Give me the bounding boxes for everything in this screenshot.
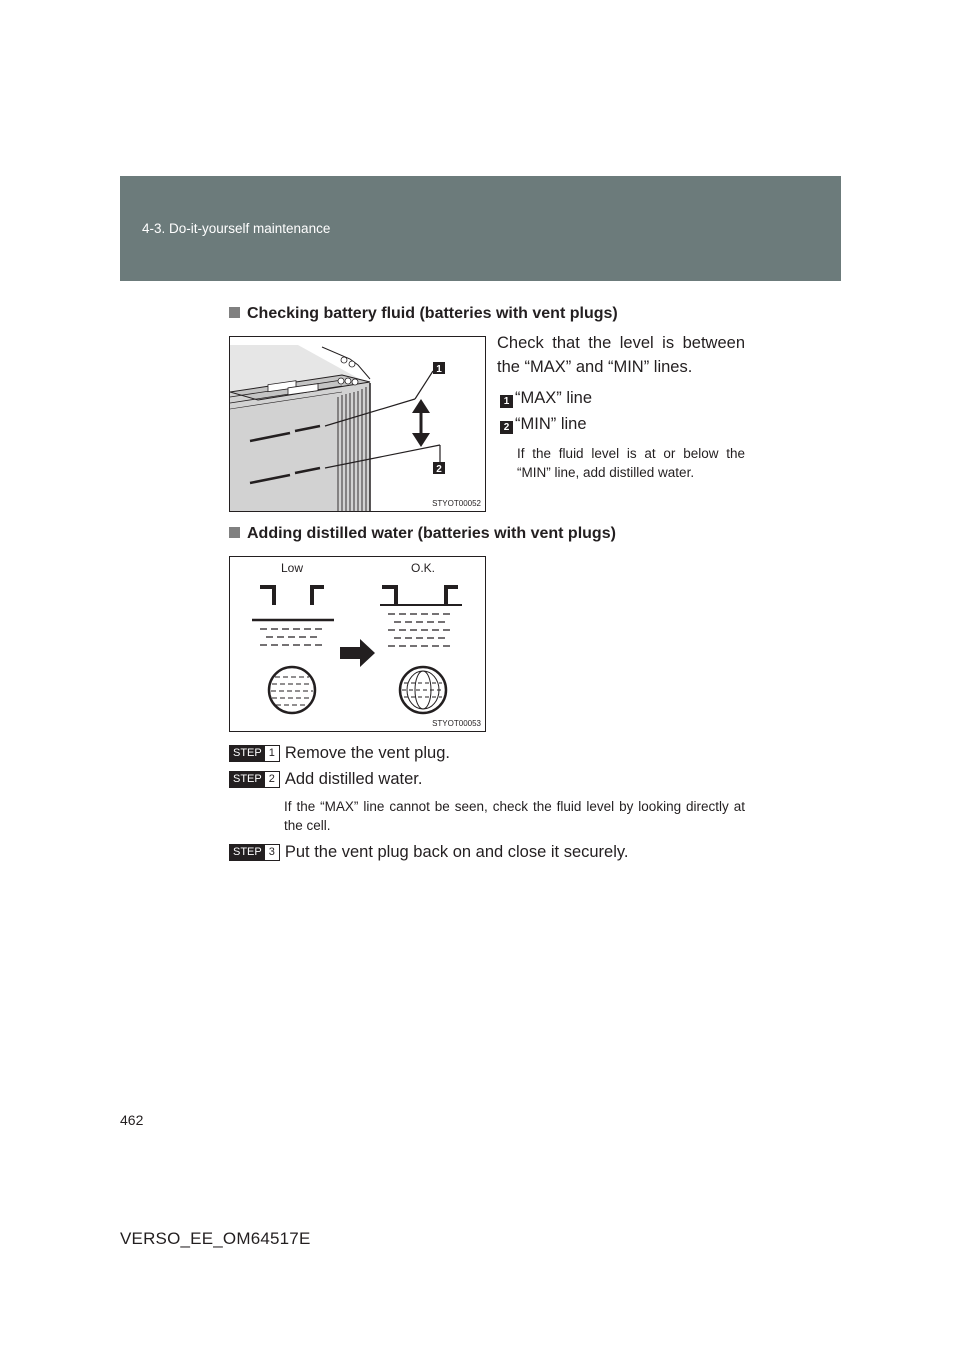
section-heading-text: Checking battery fluid (batteries with vent plugs) [247,305,618,322]
battery-level-figure [229,336,486,512]
square-bullet-icon [229,527,240,538]
label-low: Low [280,561,304,575]
page-number: 462 [120,1112,144,1128]
step-2 [229,770,422,789]
min-line-item [500,412,587,436]
label-ok: O.K. [410,561,436,575]
number-badge: 1 [500,395,513,408]
chapter-header [120,176,841,281]
figure-code: STYOT00053 [432,719,481,728]
figure-code: STYOT00052 [432,499,481,508]
step-text: Put the vent plug back on and close it securely. [284,843,629,861]
section-heading-text: Adding distilled water (batteries with vent plugs) [247,525,616,542]
water-level-figure [229,556,486,732]
step-text: Add distilled water. [284,770,423,788]
battery-level-illustration [230,337,485,511]
section-heading-adding [229,525,616,543]
callout-2-text: 2 [436,464,442,475]
step-1 [229,744,450,763]
step-2-note: If the “MAX” line cannot be seen, check the fluid level by looking directly at the cell. [284,799,745,833]
number-badge: 2 [500,421,513,434]
checking-note: If the fluid level is at or below the “MIN” line, add distilled water. [517,446,745,480]
step-badge: STEP 3 [229,844,280,861]
step-3 [229,843,629,862]
water-level-illustration [230,557,485,731]
section-heading-checking [229,305,618,323]
step-badge: STEP 2 [229,771,280,788]
chapter-title: 4-3. Do-it-yourself maintenance [142,221,331,236]
checking-intro: Check that the level is between the “MAX” and “MIN” lines. [497,334,745,376]
max-line-label: “MAX” line [515,389,593,407]
document-code: VERSO_EE_OM64517E [120,1229,311,1248]
max-line-item [500,386,592,410]
callout-1-text: 1 [436,364,442,375]
min-line-label: “MIN” line [515,415,587,433]
step-text: Remove the vent plug. [284,744,450,762]
square-bullet-icon [229,307,240,318]
step-badge: STEP 1 [229,745,280,762]
